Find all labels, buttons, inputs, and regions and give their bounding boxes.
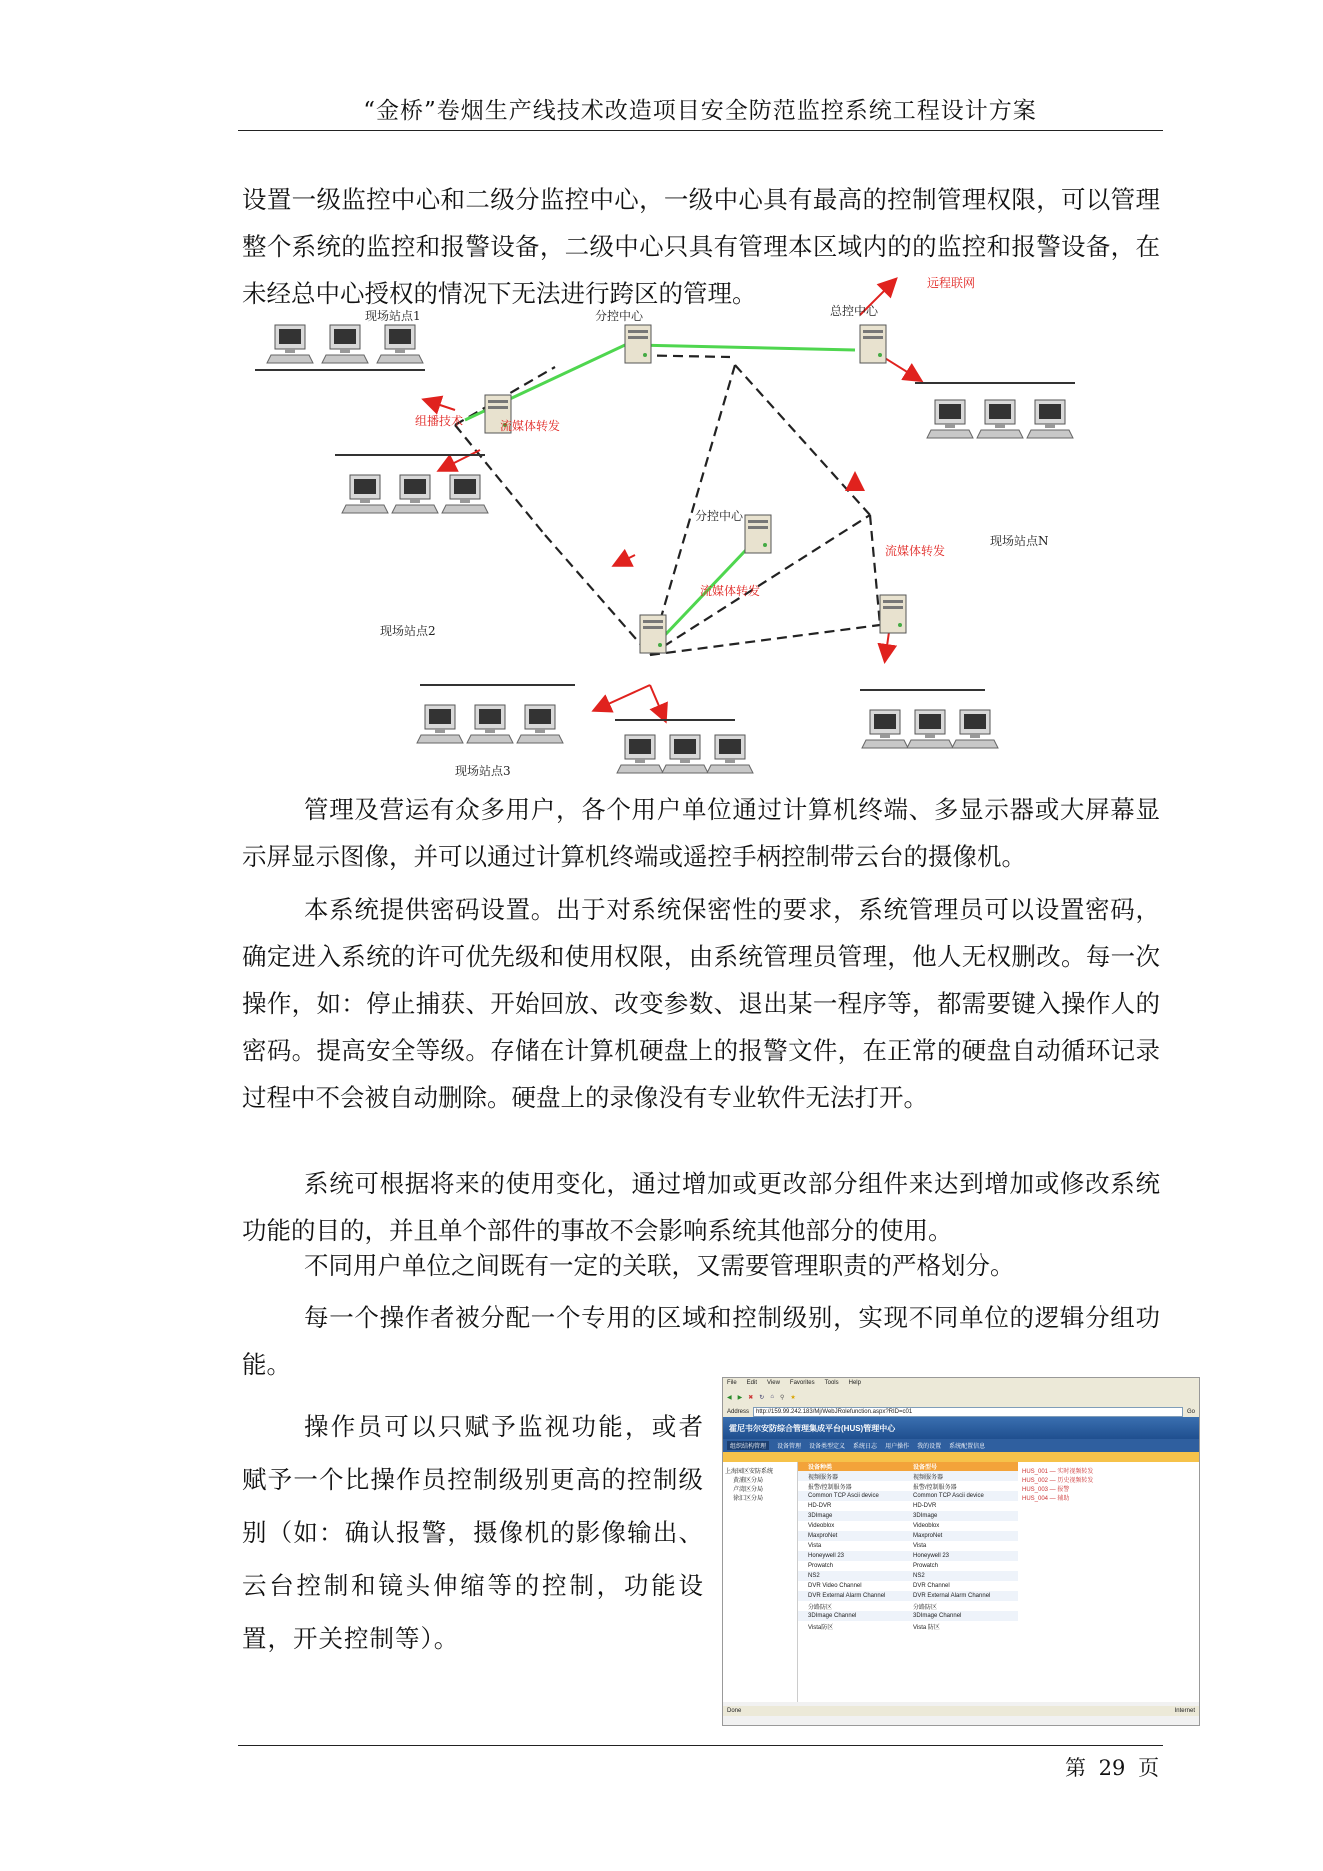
paragraph-7: 操作员可以只赋予监视功能，或者赋予一个比操作员控制级别更高的控制级别（如：确认报警，摄像机的影像输出、云台控制和镜头伸缩等的控制，功能设置，开关控制等）。 — [242, 1412, 704, 1653]
table-cell: 3DImage Channel — [808, 1613, 857, 1619]
status-zone: Internet — [1174, 1708, 1195, 1714]
tree-root[interactable]: 上海园区安防系统 — [725, 1469, 774, 1475]
paragraph-2: 管理及营运有众多用户，各个用户单位通过计算机终端、多显示器或大屏幕显示屏显示图像，并可以通过计算机终端或遥控手柄控制带云台的摄像机。 — [242, 795, 1160, 871]
browser-status-bar — [723, 1706, 1199, 1716]
table-row[interactable] — [798, 1551, 1018, 1561]
label-site2: 现场站点2 — [380, 624, 436, 638]
address-input[interactable]: http://159.99.242.183/Mj/WebJRolefunction.aspx?RID=c01 — [753, 1407, 1183, 1417]
search-icon[interactable]: ⚲ — [779, 1394, 785, 1401]
paragraph-6: 每一个操作者被分配一个专用的区域和控制级别，实现不同单位的逻辑分组功能。 — [242, 1303, 1160, 1379]
label-site1: 现场站点1 — [365, 309, 421, 323]
home-icon[interactable]: ⌂ — [770, 1394, 774, 1400]
table-cell: 3DImage — [913, 1513, 938, 1519]
table-row[interactable] — [798, 1561, 1018, 1571]
table-cell: Common TCP Ascii device — [913, 1493, 984, 1499]
table-cell: Videoblox — [808, 1523, 835, 1529]
embedded-screenshot — [722, 1377, 1200, 1726]
table-cell: 3DImage Channel — [913, 1613, 962, 1619]
network-diagram — [295, 276, 1195, 785]
table-row[interactable] — [798, 1541, 1018, 1551]
table-cell: 分路防区 — [808, 1604, 833, 1611]
table-row[interactable] — [798, 1601, 1018, 1611]
table-cell: MaxproNet — [808, 1533, 838, 1539]
table-cell: 报警/控制服务器 — [913, 1484, 957, 1491]
table-header — [798, 1462, 1018, 1471]
table-cell: HD-DVR — [913, 1503, 937, 1509]
table-cell: 分路防区 — [913, 1604, 938, 1611]
label-site3: 现场站点3 — [455, 764, 511, 778]
table-row[interactable] — [798, 1471, 1018, 1481]
menu-edit[interactable]: Edit — [746, 1380, 758, 1386]
tree-node[interactable]: 黄浦区分局 — [733, 1478, 764, 1484]
table-row[interactable] — [798, 1521, 1018, 1531]
table-cell: Honeywell 23 — [913, 1553, 950, 1559]
col-header: 设备种类 — [808, 1465, 833, 1471]
label-stream3: 流媒体转发 — [700, 584, 761, 598]
tab-device-type[interactable]: 设备类型定义 — [809, 1444, 846, 1450]
page-header-title: “金桥”卷烟生产线技术改造项目安全防范监控系统工程设计方案 — [363, 98, 1037, 124]
paragraph-5: 不同用户单位之间既有一定的关联，又需要管理职责的严格划分。 — [304, 1251, 1015, 1280]
list-item[interactable]: HUS_001 — 实时视频转发 — [1022, 1469, 1094, 1475]
tab-device[interactable]: 设备管理 — [777, 1444, 802, 1450]
status-text: Done — [727, 1708, 742, 1714]
table-row[interactable] — [798, 1581, 1018, 1591]
app-title-bar — [723, 1417, 1199, 1439]
table-rows — [798, 1471, 1018, 1631]
menu-tools[interactable]: Tools — [824, 1380, 839, 1386]
table-cell: Vista — [913, 1543, 927, 1549]
footer-rule — [238, 1745, 1163, 1746]
table-row[interactable] — [798, 1571, 1018, 1581]
tab-log[interactable]: 系统日志 — [853, 1444, 878, 1450]
page-number: 第 29 页 — [1065, 1756, 1160, 1780]
label-main-center: 总控中心 — [830, 304, 879, 318]
table-row[interactable] — [798, 1481, 1018, 1491]
menu-favorites[interactable]: Favorites — [789, 1380, 815, 1386]
label-multicast: 组播技术 — [415, 414, 464, 428]
table-cell: Vista 防区 — [913, 1624, 940, 1631]
list-item[interactable]: HUS_004 — 辅助 — [1022, 1496, 1070, 1502]
tree-panel — [723, 1462, 797, 1702]
label-sub-center-top: 分控中心 — [595, 309, 644, 323]
table-row[interactable] — [798, 1531, 1018, 1541]
table-cell: Vista — [808, 1543, 822, 1549]
device-table — [797, 1462, 1018, 1702]
paragraph-1: 设置一级监控中心和二级分监控中心，一级中心具有最高的控制管理权限，可以管理整个系统的监控和报警设备，二级中心只具有管理本区域内的的监控和报警设备，在未经总中心授权的情况下无法进行跨区的管理。 — [242, 185, 1160, 308]
tab-my-settings[interactable]: 我的设置 — [917, 1444, 942, 1450]
forward-icon[interactable]: ▶ — [737, 1394, 743, 1401]
app-title: 霍尼韦尔安防综合管理集成平台(HUS)管理中心 — [729, 1423, 896, 1433]
paragraph-3: 本系统提供密码设置。出于对系统保密性的要求，系统管理员可以设置密码，确定进入系统的许可优先级和使用权限，由系统管理员管理，他人无权删改。每一次操作，如：停止捕获、开始回放、改变参数、退出某一程序等，都需要键入操作人的密码。提高安全等级。存储在计算机硬盘上的报警文件，在正常的硬盘自动循环记录过程中不会被自动删除。硬盘上的录像没有专业软件无法打开。 — [242, 895, 1160, 1112]
table-cell: DVR External Alarm Channel — [913, 1593, 991, 1599]
service-list — [1018, 1462, 1199, 1702]
table-row[interactable] — [798, 1511, 1018, 1521]
refresh-icon[interactable]: ↻ — [759, 1394, 765, 1401]
table-cell: Prowatch — [808, 1563, 834, 1569]
tab-user-ops[interactable]: 用户操作 — [885, 1444, 910, 1450]
table-cell: Vista防区 — [808, 1624, 834, 1631]
browser-menu-bar — [723, 1378, 1199, 1388]
app-body — [723, 1462, 1199, 1702]
table-cell: DVR External Alarm Channel — [808, 1593, 886, 1599]
table-row[interactable] — [798, 1611, 1018, 1621]
table-cell: 视频服务器 — [913, 1474, 944, 1481]
table-cell: Prowatch — [913, 1563, 939, 1569]
table-row[interactable] — [798, 1621, 1018, 1631]
table-cell: HD-DVR — [808, 1503, 832, 1509]
browser-toolbar — [723, 1388, 1199, 1406]
tree-node[interactable]: 徐汇区分局 — [733, 1496, 764, 1502]
tab-system-config[interactable]: 系统配置信息 — [949, 1444, 986, 1450]
table-cell: NS2 — [913, 1573, 925, 1579]
app-tabs — [723, 1439, 1199, 1452]
favorites-icon[interactable]: ★ — [790, 1394, 796, 1401]
header-rule — [238, 130, 1163, 131]
label-sub-center-mid: 分控中心 — [695, 509, 744, 523]
table-cell: NS2 — [808, 1573, 820, 1579]
paragraph-4: 系统可根据将来的使用变化，通过增加或更改部分组件来达到增加或修改系统功能的目的，并且单个部件的事故不会影响系统其他部分的使用。 — [242, 1169, 1160, 1245]
address-label: Address — [727, 1408, 750, 1415]
col-header: 设备型号 — [913, 1465, 938, 1471]
table-cell: Videoblox — [913, 1523, 940, 1529]
breadcrumb-strip — [723, 1452, 1199, 1462]
table-cell: 视频服务器 — [808, 1474, 839, 1481]
address-bar — [723, 1406, 1199, 1417]
tree-node[interactable]: 卢湾区分局 — [733, 1487, 764, 1493]
menu-help[interactable]: Help — [848, 1380, 861, 1386]
table-cell: MaxproNet — [913, 1533, 943, 1539]
tab-org[interactable]: 组织结构管理 — [727, 1441, 769, 1450]
back-icon[interactable]: ◀ — [727, 1394, 732, 1401]
table-row[interactable] — [798, 1491, 1018, 1501]
table-cell: 报警/控制服务器 — [808, 1484, 852, 1491]
menu-view[interactable]: View — [767, 1380, 780, 1386]
label-stream2: 流媒体转发 — [885, 544, 946, 558]
list-item[interactable]: HUS_002 — 历史视频转发 — [1022, 1478, 1094, 1484]
go-button[interactable]: Go — [1186, 1408, 1195, 1415]
label-siteN: 现场站点N — [990, 534, 1049, 548]
label-stream1: 流媒体转发 — [500, 419, 561, 433]
table-cell: Honeywell 23 — [808, 1553, 845, 1559]
table-cell: DVR Channel — [913, 1583, 950, 1589]
table-cell: Common TCP Ascii device — [808, 1493, 879, 1499]
table-cell: 3DImage — [808, 1513, 833, 1519]
label-remote: 远程联网 — [927, 276, 976, 290]
table-row[interactable] — [798, 1591, 1018, 1601]
table-row[interactable] — [798, 1501, 1018, 1511]
table-cell: DVR Video Channel — [808, 1583, 862, 1589]
stop-icon[interactable]: ✖ — [748, 1394, 754, 1401]
menu-file[interactable]: File — [727, 1380, 737, 1386]
list-item[interactable]: HUS_003 — 报警 — [1022, 1487, 1070, 1493]
